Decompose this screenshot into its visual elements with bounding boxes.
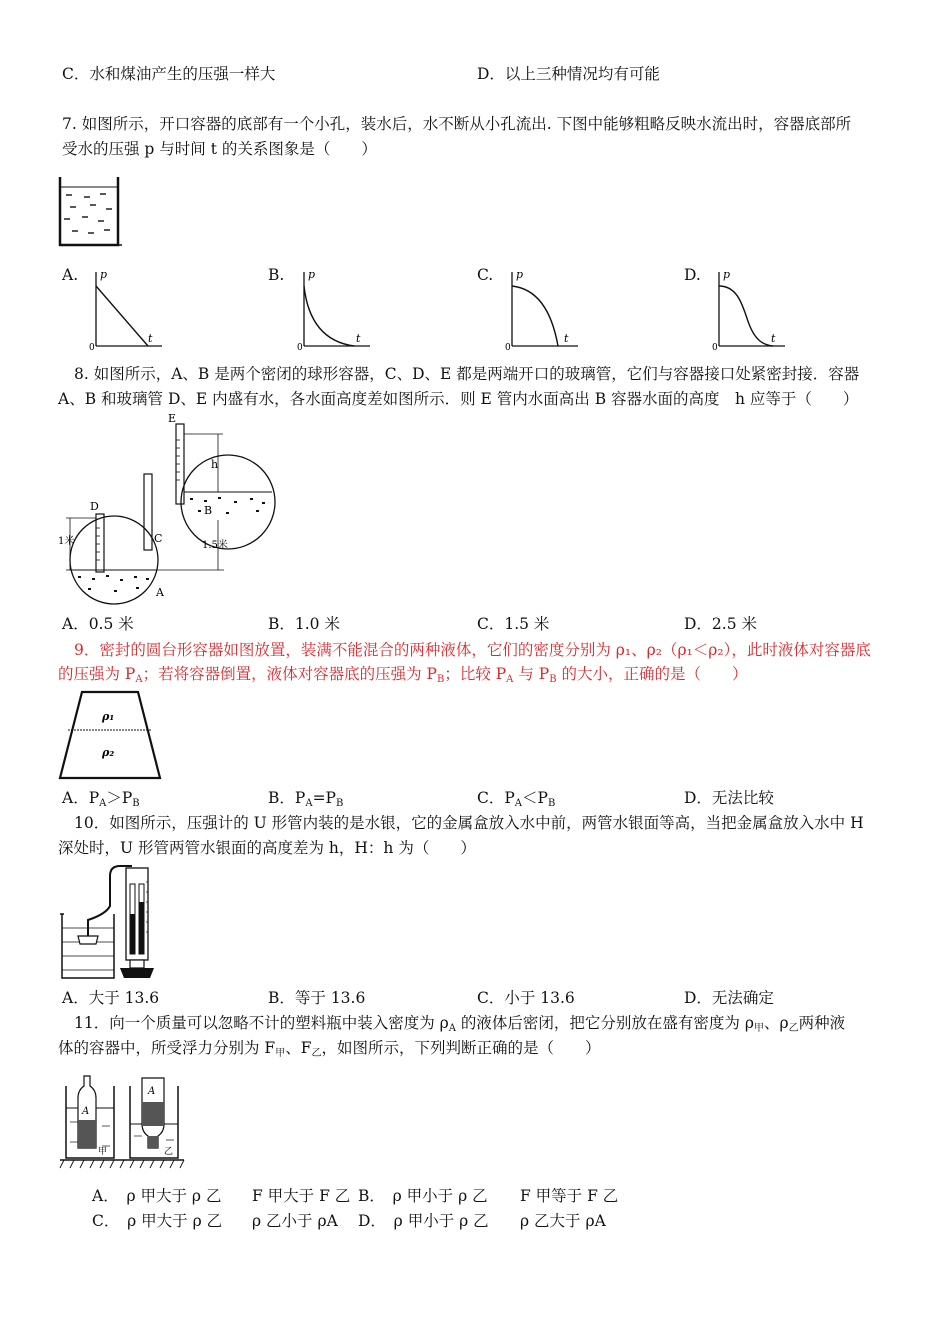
axis-label-t: t: [148, 332, 153, 345]
q7-stem-line1: 7. 如图所示，开口容器的底部有一个小孔，装水后，水不断从小孔流出. 下图中能够粗略反映水流出时，容器底部所: [62, 115, 852, 133]
axis-label-t: t: [564, 332, 569, 345]
q7-stem-line2: 受水的压强 p 与时间 t 的关系图象是（ ）: [62, 140, 377, 158]
container-label-yi: 乙: [164, 1147, 174, 1157]
q8-option-a: A．0.5 米: [62, 615, 134, 633]
label-1m: 1米: [58, 536, 75, 547]
q9-option-d: D．无法比较: [684, 789, 774, 807]
q9-option-c: C．$P_A<P_B$: [477, 789, 556, 809]
q10-stem-line2: 深处时，U 形管两管水银面的高度差为 h，H：h 为（ ）: [58, 839, 476, 857]
q7-graph-b: [294, 268, 374, 352]
q11-option-c-p2: ρ 乙小于 ρA: [252, 1212, 338, 1230]
q10-option-a: A．大于 13.6: [62, 989, 160, 1007]
q7-option-b-label: B.: [268, 266, 285, 284]
axis-label-p: p: [723, 268, 731, 281]
q7-option-c-label: C.: [477, 266, 494, 284]
q8-stem-line2: A、B 和玻璃管 D、E 内盛有水，各水面高度差如图所示．则 E 管内水面高出 B 容器水面的高度 h 应等于（ ）: [58, 390, 859, 408]
label-a: A: [156, 586, 164, 599]
q8-option-b: B．1.0 米: [268, 615, 340, 633]
q8-stem-line1: 8. 如图所示，A、B 是两个密闭的球形容器，C、D、E 都是两端开口的玻璃管，它们与容器接口处紧密封接．容器: [74, 365, 860, 383]
q11-option-b-p2: F 甲等于 F 乙: [520, 1187, 619, 1205]
q11-option-a-p2: F 甲大于 F 乙: [252, 1187, 351, 1205]
q9-option-b: B．$P_A=P_B$: [268, 789, 344, 809]
q7-option-a-label: A.: [62, 266, 79, 284]
q10-option-b: B．等于 13.6: [268, 989, 366, 1007]
axis-label-t: t: [771, 332, 776, 345]
container-label-jia: 甲: [98, 1147, 108, 1157]
label-rho1: ρ₁: [102, 710, 115, 723]
q6-option-d: D．以上三种情况均有可能: [477, 65, 660, 83]
axis-label-p: p: [308, 268, 316, 281]
q7-graph-a: [86, 268, 166, 352]
q10-manometer-figure: [58, 862, 158, 984]
origin-label: 0: [297, 343, 303, 353]
label-rho2: ρ₂: [102, 746, 115, 759]
q7-option-d-label: D.: [684, 266, 701, 284]
label-b: B: [204, 504, 213, 517]
bottle-label-a-2: A: [148, 1086, 156, 1097]
q11-option-b-p1: B． ρ 甲小于 ρ 乙: [358, 1187, 488, 1205]
q11-option-d-p1: D． ρ 甲小于 ρ 乙: [358, 1212, 489, 1230]
q8-option-c: C．1.5 米: [477, 615, 550, 633]
q11-stem-line2: 体的容器中，所受浮力分别为 $F_甲$、$F_乙$，如图所示，下列判断正确的是（ ）: [58, 1039, 601, 1059]
q8-option-d: D．2.5 米: [684, 615, 758, 633]
axis-label-p: p: [516, 268, 524, 281]
q11-option-a-p1: A． ρ 甲大于 ρ 乙: [92, 1187, 222, 1205]
q6-option-c: C．水和煤油产生的压强一样大: [62, 65, 276, 83]
q9-option-a: A．$P_A>P_B$: [62, 789, 140, 809]
label-c: C: [154, 532, 163, 545]
origin-label: 0: [505, 343, 511, 353]
origin-label: 0: [712, 343, 718, 353]
q11-bottles-figure: [60, 1072, 186, 1172]
axis-label-t: t: [356, 332, 361, 345]
axis-label-p: p: [100, 268, 108, 281]
q8-spheres-figure: [58, 410, 248, 606]
q9-stem-line1: 9．密封的圆台形容器如图放置，装满不能混合的两种液体，它们的密度分别为 ρ₁、ρ₂（ρ₁＜ρ₂），此时液体对容器底: [74, 641, 871, 659]
q11-stem-line1: 11．向一个质量可以忽略不计的塑料瓶中装入密度为 $\rho_A$ 的液体后密闭，把它分别放在盛有密度为 $\rho_甲$、$\rho_乙$两种液: [74, 1014, 846, 1034]
q7-graph-d: [709, 268, 789, 352]
label-e: E: [168, 412, 177, 425]
q9-stem-line2: 的压强为 $P_A$；若将容器倒置，液体对容器底的压强为 $P_B$；比较 $P_A$ 与 $P_B$ 的大小，正确的是（ ）: [58, 665, 748, 685]
q11-option-c-p1: C． ρ 甲大于 ρ 乙: [92, 1212, 223, 1230]
label-h: h: [211, 458, 219, 471]
q11-option-d-p2: ρ 乙大于 ρA: [520, 1212, 606, 1230]
q10-stem-line1: 10．如图所示，压强计的 U 形管内装的是水银，它的金属盒放入水中前，两管水银面等高，当把金属盒放入水中 H: [74, 814, 864, 832]
label-d: D: [90, 500, 99, 513]
q7-graph-c: [502, 268, 582, 352]
q7-container-figure: [58, 175, 124, 251]
q10-option-c: C．小于 13.6: [477, 989, 575, 1007]
origin-label: 0: [89, 343, 95, 353]
q9-frustum-figure: [58, 690, 164, 782]
q10-option-d: D．无法确定: [684, 989, 774, 1007]
label-1-5m: 1.5米: [202, 540, 228, 551]
bottle-label-a-1: A: [82, 1106, 90, 1117]
